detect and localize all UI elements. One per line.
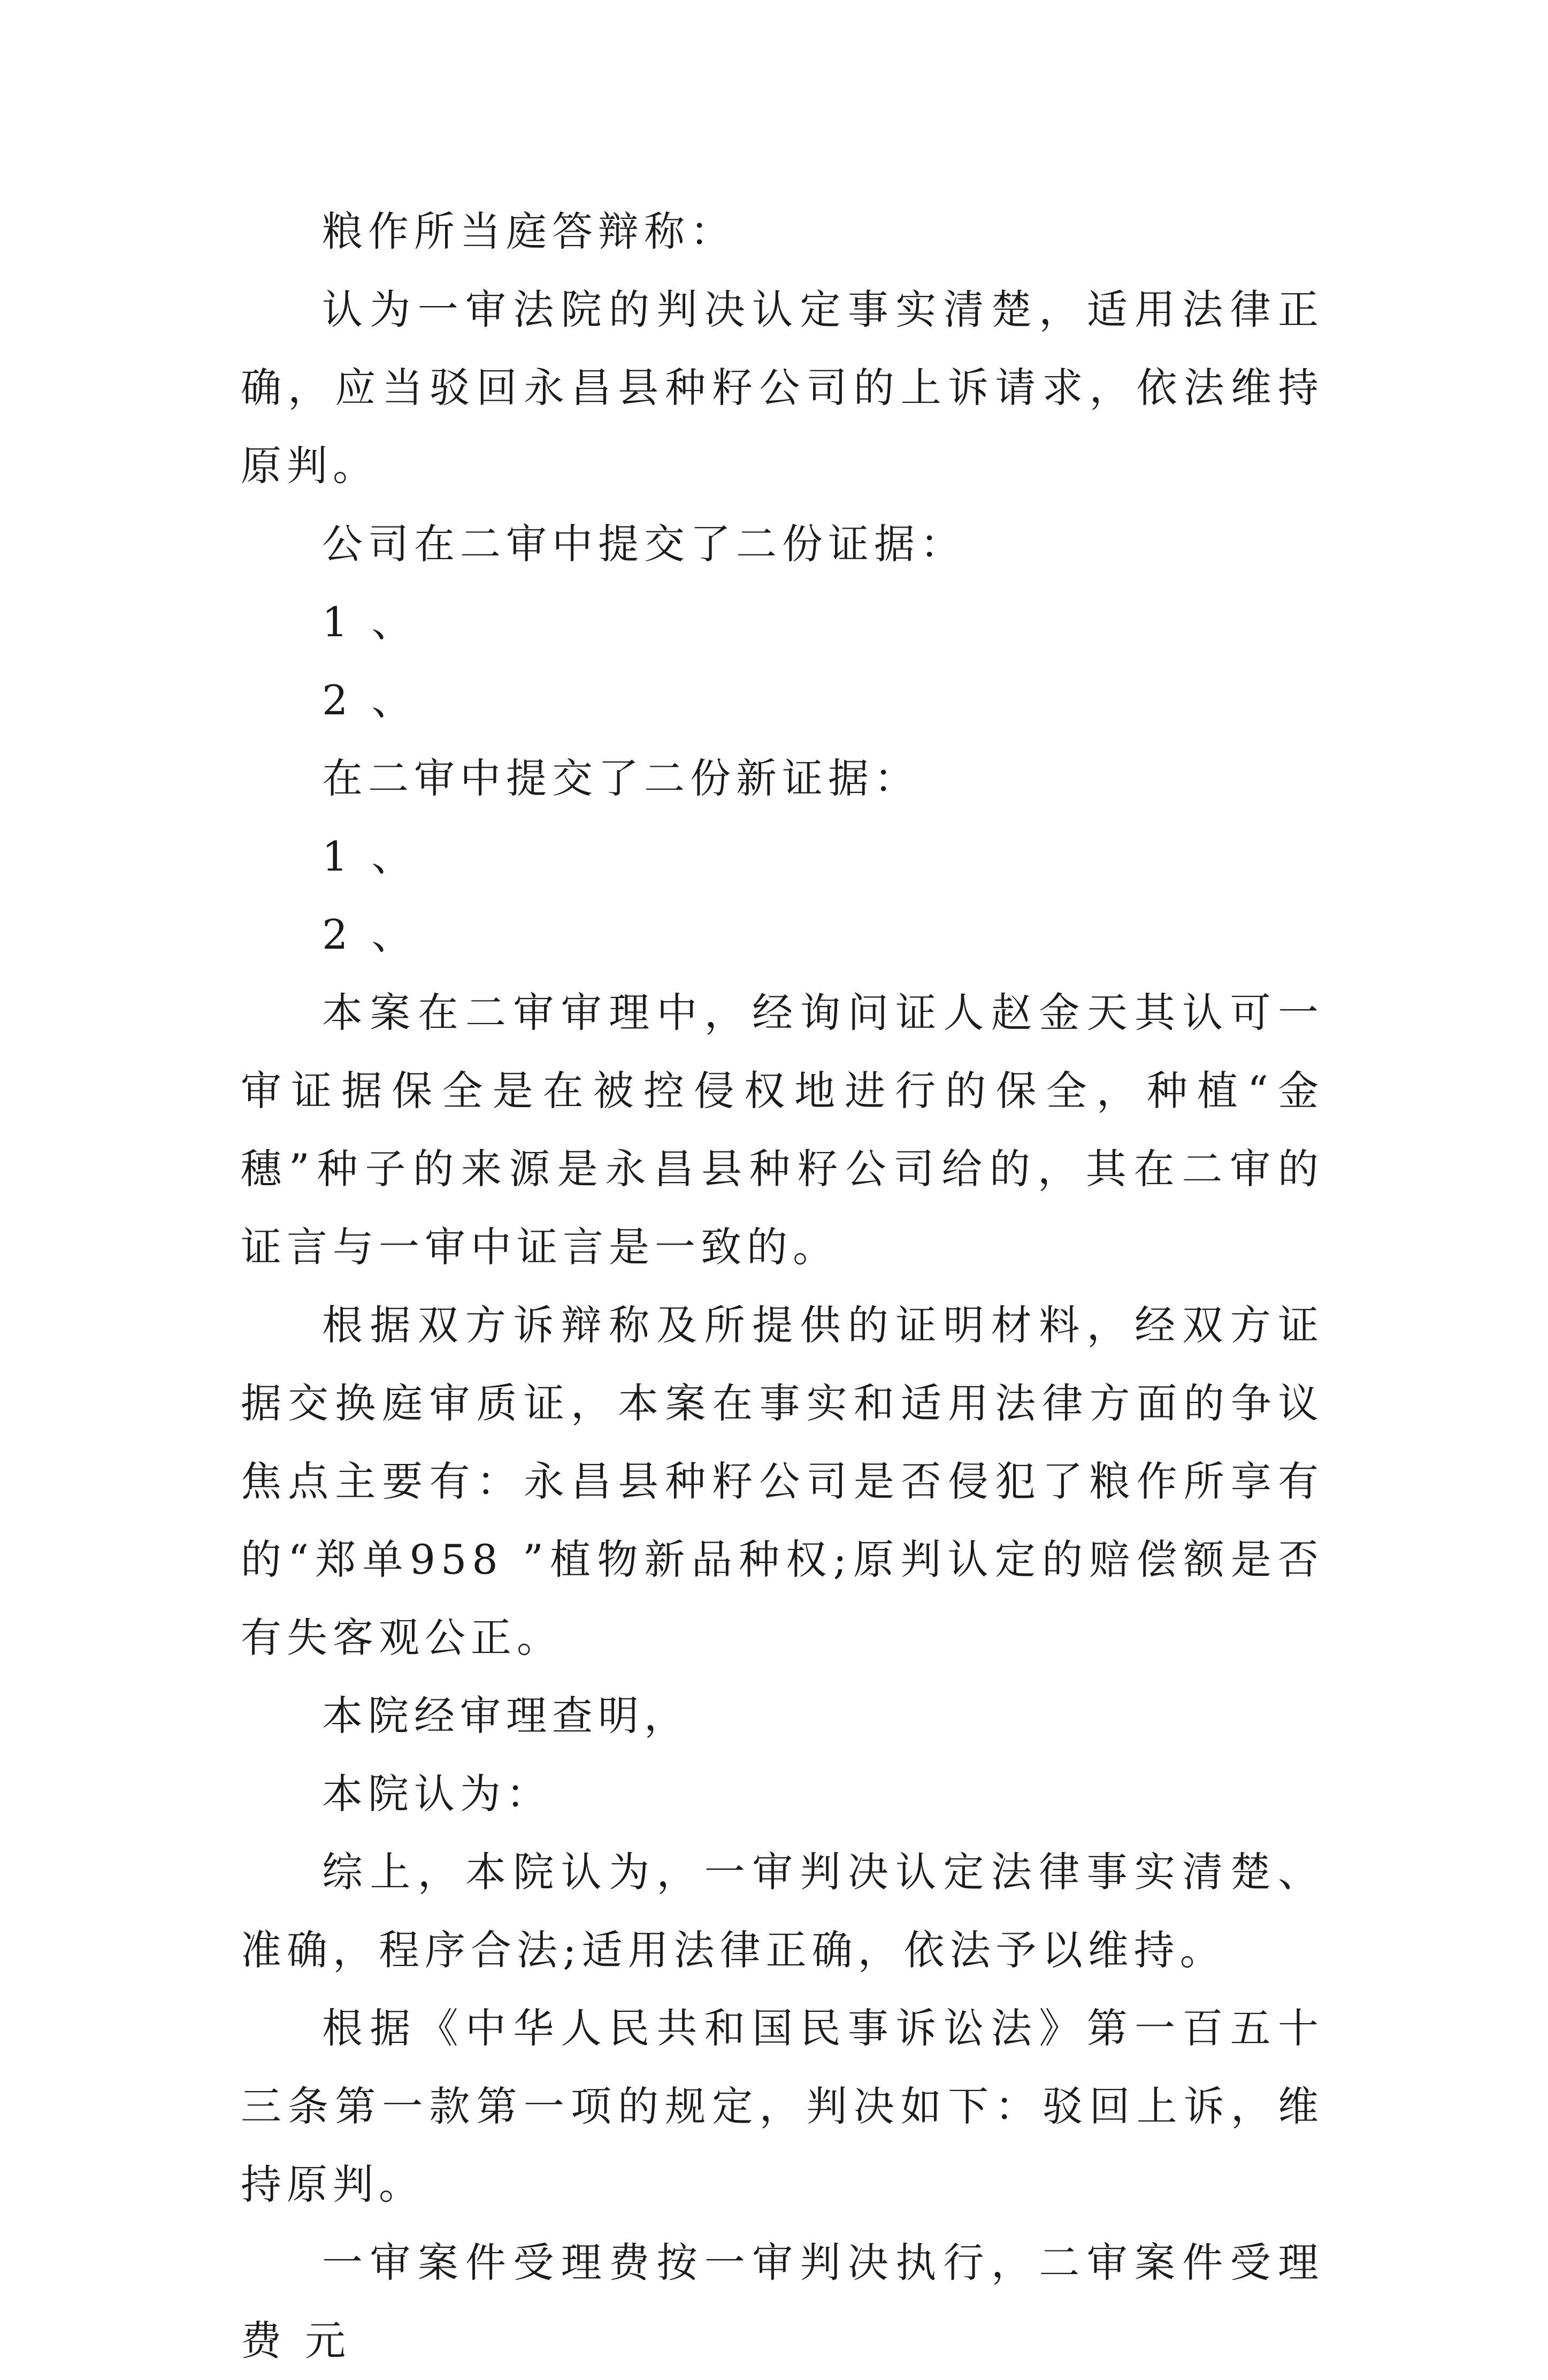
paragraph-new-evidence-2: 2 、 — [322, 911, 418, 958]
paragraph-court-findings: 本院经审理查明， — [322, 1692, 690, 1740]
paragraph-conclusion: 综上，本院认为，一审判决认定法律事实清楚、准确，程序合法;适用法律正确，依法予以维持。 — [241, 1848, 1324, 1974]
paragraph-company-evidence-1: 1 、 — [322, 598, 418, 646]
paragraph-company-evidence-2: 2 、 — [322, 676, 418, 724]
paragraph-new-evidence-1: 1 、 — [322, 833, 418, 880]
paragraph-new-evidence-intro: 在二审中提交了二份新证据： — [322, 754, 920, 802]
document-body — [241, 193, 1324, 2380]
paragraph-defendant-argument: 认为一审法院的判决认定事实清楚，适用法律正确，应当驳回永昌县种籽公司的上诉请求，依法维持原判。 — [241, 286, 1324, 490]
paragraph-court-opinion: 本院认为： — [322, 1770, 552, 1818]
paragraph-judgment: 根据《中华人民共和国民事诉讼法》第一百五十三条第一款第一项的规定，判决如下：驳回上诉，维持原判。 — [241, 2004, 1324, 2208]
paragraph-company-evidence-intro: 公司在二审中提交了二份证据： — [322, 520, 966, 568]
paragraph-witness-testimony: 本案在二审审理中，经询问证人赵金天其认可一审证据保全是在被控侵权地进行的保全，种植“金穗”种子的来源是永昌县种籽公司给的，其在二审的证言与一审中证言是一致的。 — [241, 989, 1324, 1271]
paragraph-defendant-reply: 粮作所当庭答辩称： — [322, 208, 736, 255]
paragraph-case-fees: 一审案件受理费按一审判决执行，二审案件受理费 元 — [241, 2239, 1324, 2364]
paragraph-dispute-focus: 根据双方诉辩称及所提供的证明材料，经双方证据交换庭审质证，本案在事实和适用法律方面的争议焦点主要有：永昌县种籽公司是否侵犯了粮作所享有的“郑单958 ”植物新品种权;原判认定的赔偿额是否有失客观公正。 — [241, 1301, 1324, 1661]
